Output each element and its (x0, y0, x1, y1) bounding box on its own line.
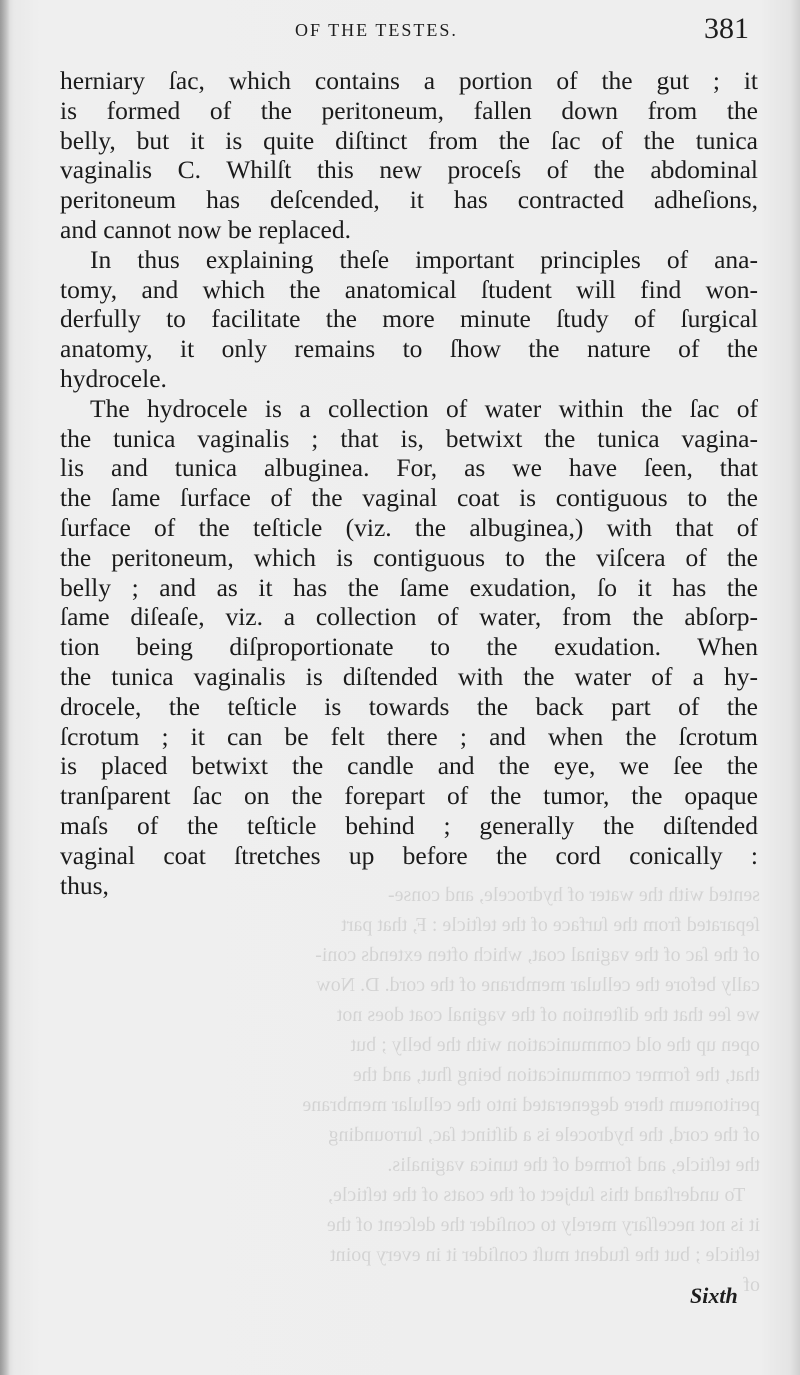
text-line: In thus explaining theſe important principles of ana- (90, 244, 758, 274)
text-line: anatomy, it only remains to ſhow the nature of the (60, 334, 758, 364)
text-line: is placed betwixt the candle and the eye, we ſee the (60, 751, 758, 781)
text-line: vaginalis C. Whilſt this new proceſs of the abdominal (60, 155, 758, 185)
text-line: hydrocele. (60, 363, 167, 393)
text-line: vaginal coat ſtretches up before the cord conically : (60, 840, 758, 870)
text-line: tion being diſproportionate to the exudation. When (60, 632, 758, 662)
text-line: tomy, and which the anatomical ſtudent will find won- (60, 274, 758, 304)
text-line: peritoneum has deſcended, it has contracted adheſions, (60, 185, 758, 215)
text-line: the tunica vaginalis ; that is, betwixt the tunica vagina- (60, 423, 758, 453)
text-line: belly, but it is quite diſtinct from the ſac of the tunica (60, 125, 758, 155)
catchword: Sixth (690, 1283, 738, 1308)
spine-shadow (0, 0, 10, 1375)
running-head: OF THE TESTES. (295, 20, 458, 40)
text-line: ſame diſeaſe, viz. a collection of water, from the abſorp- (60, 602, 758, 632)
text-line: derfully to facilitate the more minute ſtudy of ſurgical (60, 304, 758, 334)
text-line: maſs of the teſticle behind ; generally the diſtended (60, 810, 758, 840)
body-text (60, 66, 758, 900)
text-line: belly ; and as it has the ſame exudation, ſo it has the (60, 572, 758, 602)
text-line: the peritoneum, which is contiguous to the viſcera of the (60, 542, 758, 572)
text-line: is formed of the peritoneum, fallen down from the (60, 95, 758, 125)
paragraph (60, 394, 758, 901)
text-line: thus, (60, 870, 109, 900)
page-number: 381 (704, 12, 749, 45)
text-line: drocele, the teſticle is towards the back part of the (60, 691, 758, 721)
text-line: the ſame ſurface of the vaginal coat is contiguous to the (60, 483, 758, 513)
text-line: herniary ſac, which contains a portion of the gut ; it (60, 66, 758, 95)
show-through-text: sented with the water of hydrocele, and conse- ſeparated from the ſurface of the teſticle : F, that part of the ſac of the vaginal coat, which often extends coni- cally before the cellular membrane of the cord. D. Now we ſee that the diſtention of the vaginal coat does not open up the old communication with the belly ; but that, the former communication being ſhut, and the peritoneum there degenerated into the cellular membrane of the cord, the hydrocele is a diſtinct ſac, ſurrounding the teſticle, and formed of the tunica vaginalis. To underſtand this ſubject of the coats of the teſticle, it is not neceſſary merely to conſider the deſcent of the teſticle ; but the ſtudent muſt conſider it in every point of (302, 884, 760, 1296)
paragraph (60, 245, 758, 394)
text-line: lis and tunica albuginea. For, as we have ſeen, that (60, 453, 758, 483)
text-line: the tunica vaginalis is diſtended with the water of a hy- (60, 661, 758, 691)
paragraph (60, 66, 758, 245)
text-line: ſcrotum ; it can be felt there ; and when the ſcrotum (60, 721, 758, 751)
text-line: tranſparent ſac on the forepart of the tumor, the opaque (60, 781, 758, 811)
text-line: The hydrocele is a collection of water within the ſac of (90, 393, 758, 423)
text-line: ſurface of the teſticle (viz. the albuginea,) with that of (60, 512, 758, 542)
text-line: and cannot now be replaced. (60, 214, 351, 244)
